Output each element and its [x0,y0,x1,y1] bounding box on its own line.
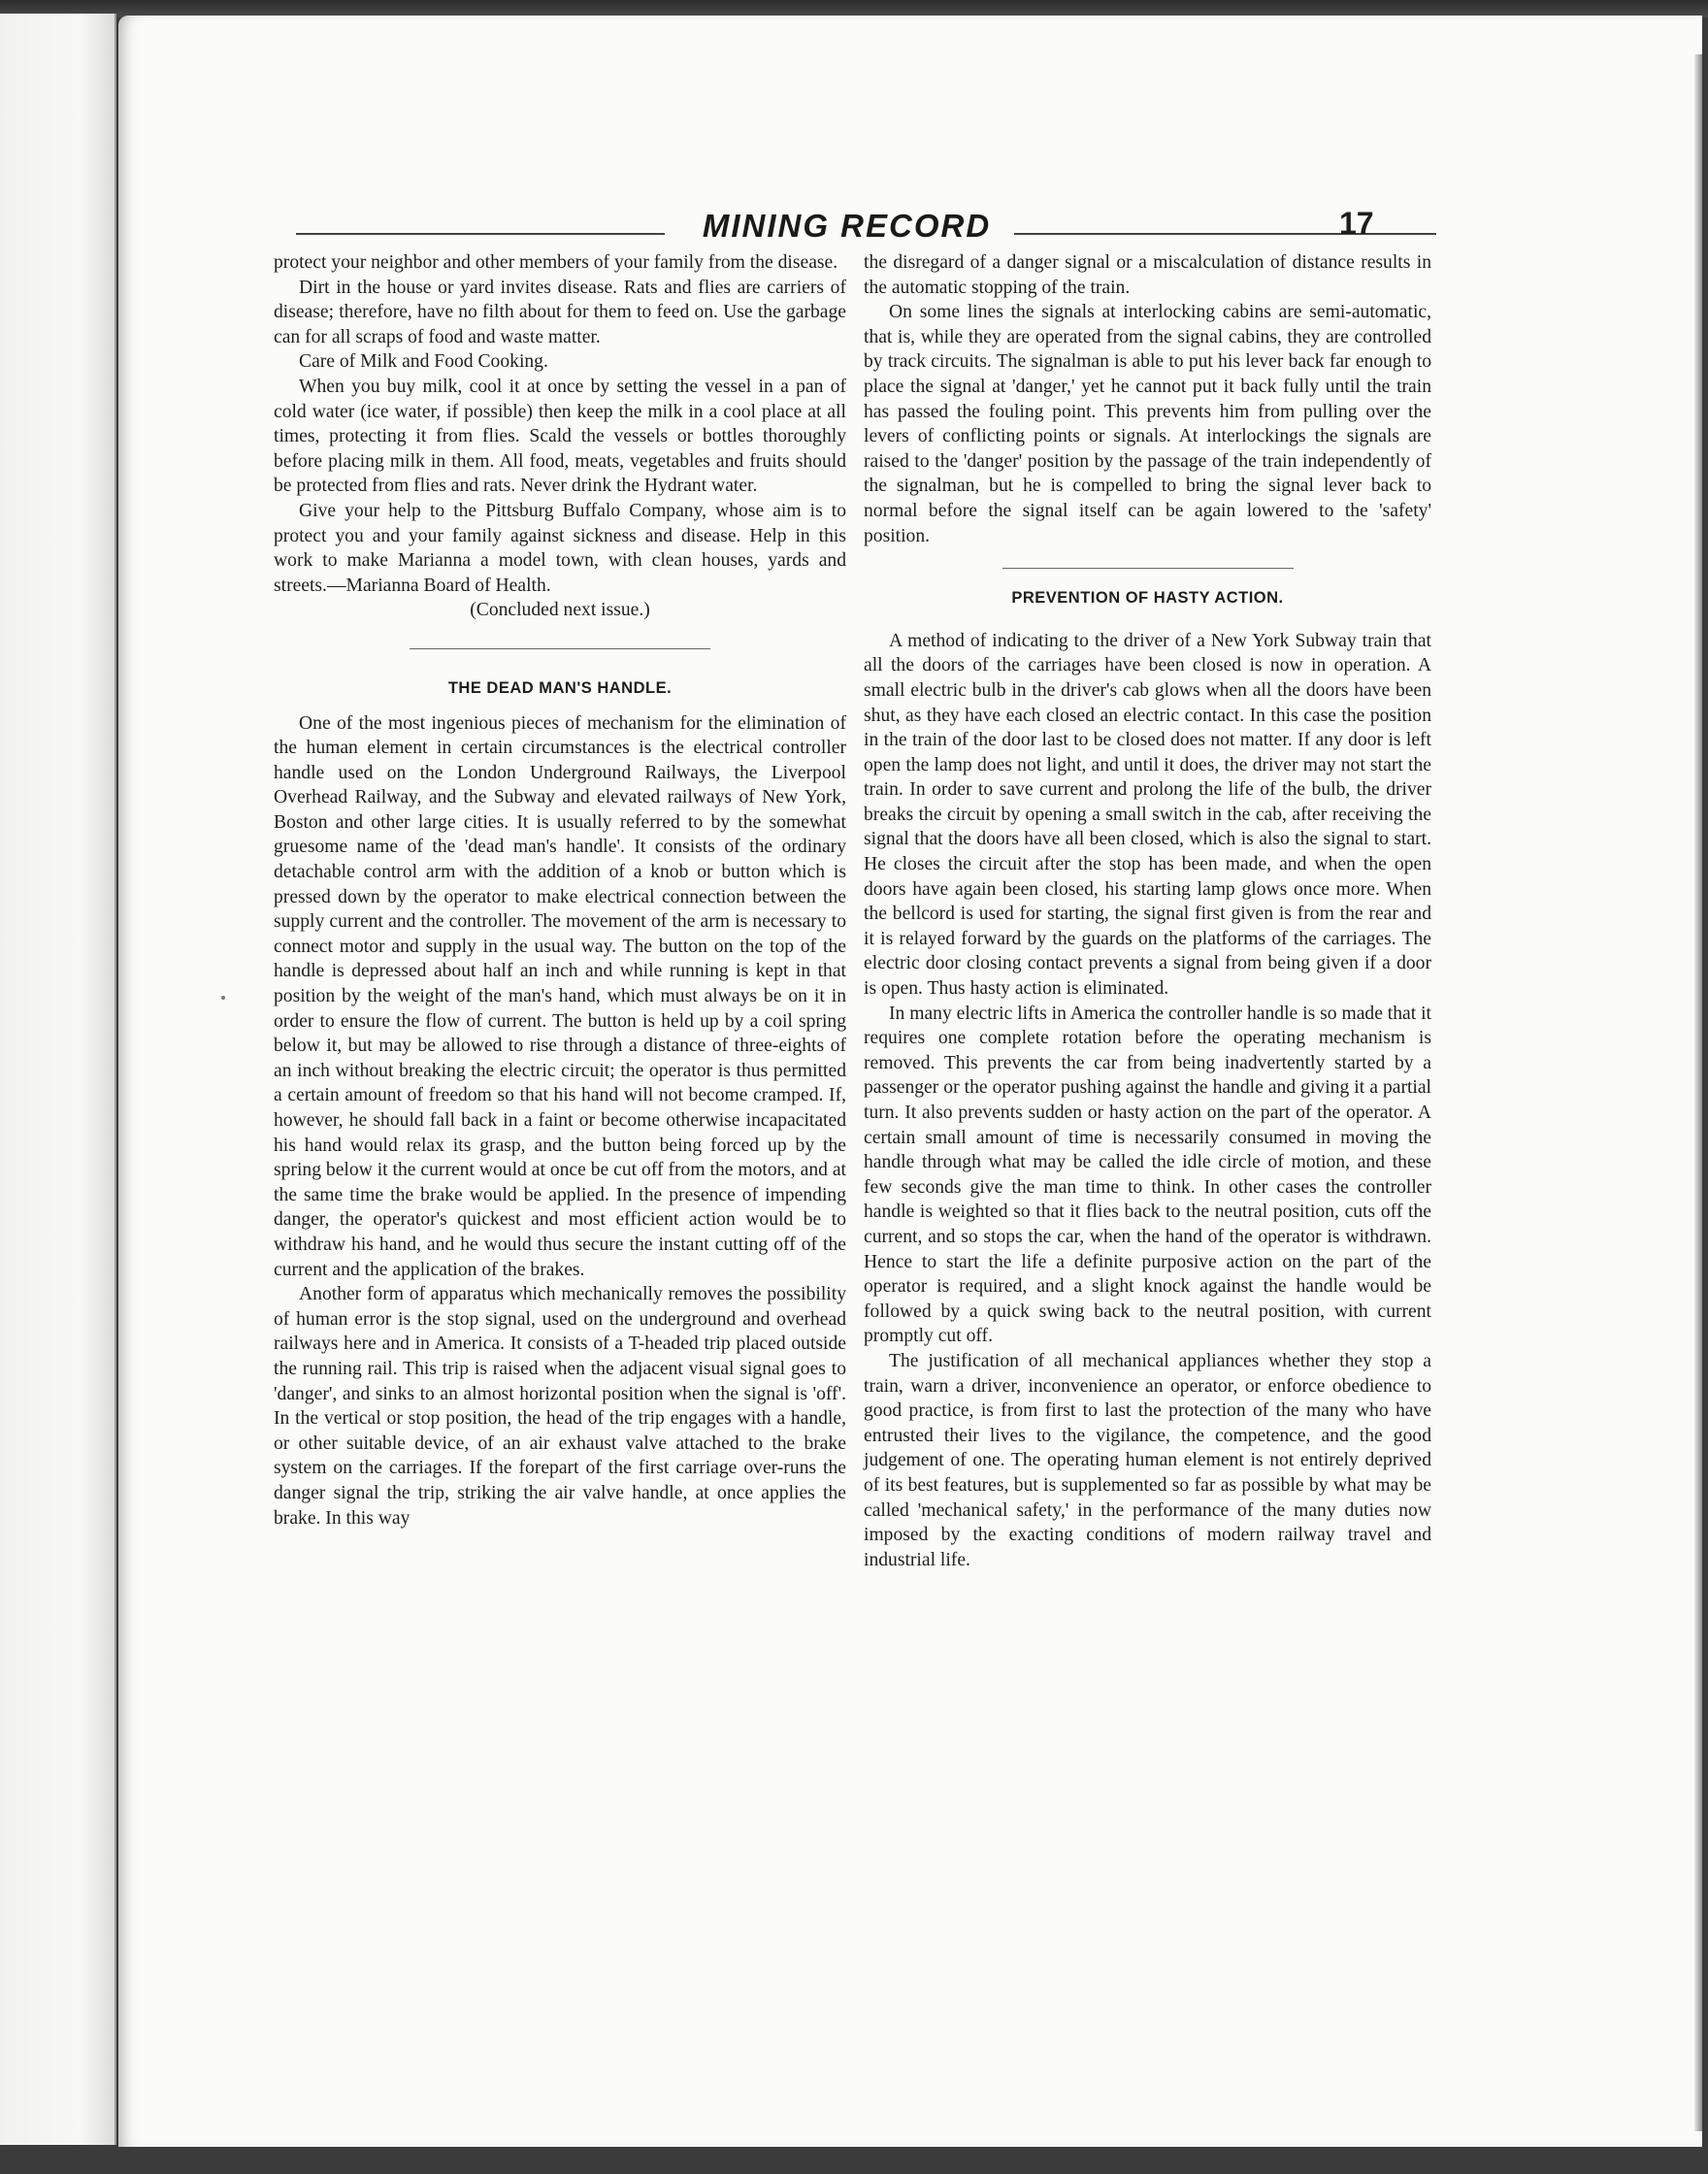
page-right-edge [1694,54,1702,2131]
right-column [864,250,1431,1572]
section-heading: PREVENTION OF HASTY ACTION. [1011,589,1284,608]
paragraph: When you buy milk, cool it at once by setting the vessel in a pan of cold water (ice water, if possible) then keep the milk in a cool place at all times, protecting it from flies. Scald the vessels or bottles thoroughly before placing milk in them. All food, meats, vegetables and fruits should be protected from flies and rats. Never drink the Hydrant water. [274,376,846,497]
section-divider [1002,568,1294,569]
section-divider [410,648,710,649]
paragraph: the disregard of a danger signal or a miscalculation of distance results in the automatic stopping of the train. [864,252,1431,298]
continued-note: (Concluded next issue.) [470,600,650,621]
running-header [296,206,1436,248]
header-rule-left [296,233,665,235]
paragraph: On some lines the signals at interlocking cabins are semi-automatic, that is, while they are operated from the signal cabins, they are controlled by track circuits. The signalman is able to put his lever back far enough to place the signal at 'danger,' yet he cannot put it back fully until the train has passed the fouling point. This prevents him from pulling over the levers of conflicting points or signals. At interlockings the signals are raised to the 'danger' position by the passage of the train independently of the signalman, but he is compelled to bring the signal lever back to normal before the signal itself can be again lowered to the 'safety' position. [864,302,1431,546]
page-number: 17 [1339,206,1374,241]
publication-title: MINING RECORD [702,208,992,244]
subheading-paragraph: Care of Milk and Food Cooking. [299,351,548,373]
paragraph: Dirt in the house or yard invites disease. Rats and flies are carriers of disease; therefore, have no filth about for them to feed on. Use the garbage can for all scraps of food and waste matter. [274,277,846,347]
facing-page-edge [0,14,116,2145]
left-column [274,250,846,1531]
paragraph: protect your neighbor and other members of your family from the disease. [274,252,838,273]
scan-bottom-edge [0,2147,1708,2174]
paragraph: The justification of all mechanical appliances whether they stop a train, warn a driver, inconvenience an operator, or enforce obedience to good practice, is from first to last the protection of the many who have entrusted their lives to the vigilance, the competence, and the good judgement of one. The operating human element is not entirely deprived of its best features, but is supplemented so far as possible by what may be called 'mechanical safety,' in the performance of the many duties now imposed by the exacting conditions of modern railway travel and industrial life. [864,1350,1431,1570]
paragraph: In many electric lifts in America the controller handle is so made that it requires one complete rotation before the operating mechanism is removed. This prevents the car from being inadvertently started by a passenger or the operator pushing against the handle and giving it a partial turn. It also prevents sudden or hasty action on the part of the operator. A certain small amount of time is necessarily consumed in moving the handle through what may be called the idle circle of motion, and these few seconds give the man time to think. In other cases the controller handle is weighted so that it flies back to the neutral position, cuts off the current, and so stops the car, when the hand of the operator is withdrawn. Hence to start the life a definite purposive action on the part of the operator is required, and a slight knock against the handle would be followed by a quick swing back to the neutral position, with current promptly cut off. [864,1003,1431,1347]
paragraph: A method of indicating to the driver of a New York Subway train that all the doors of the carriages have been closed is now in operation. A small electric bulb in the driver's cab glows when all the doors have been shut, as they have each closed an electric contact. In this case the position in the train of the door last to be closed does not matter. If any door is left open the lamp does not light, and until it does, the driver may not start the train. In order to save current and prolong the life of the bulb, the driver breaks the circuit by opening a small switch in the cab, after receiving the signal that the doors have all been closed, which is also the signal to start. He closes the circuit after the stop has been made, and when the open doors have again been closed, his starting lamp glows once more. When the bellcord is used for starting, the signal first given is from the rear and it is relayed forward by the guards on the platforms of the carriages. The electric door closing contact prevents a signal from being given if a door is open. Thus hasty action is eliminated. [864,630,1431,1000]
paragraph: Another form of apparatus which mechanically removes the possibility of human error is the stop signal, used on the underground and overhead railways here and in America. It consists of a T-headed trip placed outside the running rail. This trip is raised when the adjacent visual signal goes to 'danger', and sinks to an almost horizontal position when the signal is 'off'. In the vertical or stop position, the head of the trip engages with a handle, or other suitable device, of an air exhaust valve attached to the brake system on the carriages. If the forepart of the first carriage over-runs the danger signal the trip, striking the air valve handle, at once applies the brake. In this way [274,1284,846,1529]
ink-speck [221,996,225,1000]
paragraph: Give your help to the Pittsburg Buffalo Company, whose aim is to protect you and your family against sickness and disease. Help in this work to make Marianna a model town, with clean houses, yards and streets.—Marianna Board of Health. [274,500,846,596]
paragraph: One of the most ingenious pieces of mechanism for the elimination of the human element in certain circumstances is the electrical controller handle used on the London Underground Railways, the Liverpool Overhead Railway, and the Subway and elevated railways of New York, Boston and other large cities. It is usually referred to by the somewhat gruesome name of the 'dead man's handle'. It consists of the ordinary detachable control arm with the addition of a knob or button which is pressed down by the operator to make electrical connection between the supply current and the controller. The movement of the arm is necessary to connect motor and supply in the usual way. The button on the top of the handle is depressed about half an inch and while running is kept in that position by the weight of the man's hand, which must always be on it in order to ensure the flow of current. The button is held up by a coil spring below it, but may be allowed to rise through a distance of three-eights of an inch without breaking the electric circuit; the operator is thus permitted a certain amount of freedom so that his hand will not become cramped. If, however, he should fall back in a faint or become otherwise incapacitated his hand would relax its grasp, and the button being forced up by the spring below it the current would at once be cut off from the motors, and at the same time the brake would be applied. In the presence of impending danger, the operator's quickest and most efficient action would be to withdraw his hand, and he would thus secure the instant cutting off of the current and the application of the brakes. [274,712,846,1280]
section-heading: THE DEAD MAN'S HANDLE. [447,678,673,697]
